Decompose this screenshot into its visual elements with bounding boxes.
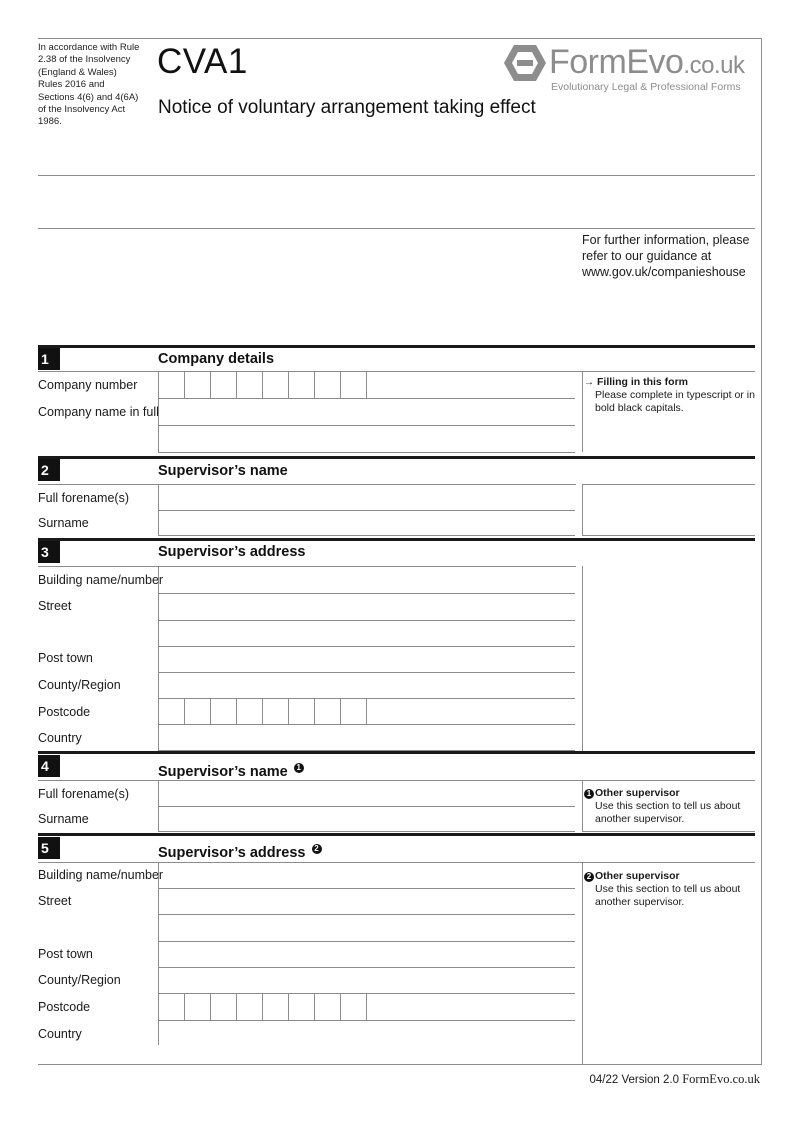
- company-name-label: Company name in full: [38, 405, 159, 419]
- section-1-number: 1: [38, 348, 60, 370]
- building-2-label: Building name/number: [38, 868, 164, 882]
- section-4-title-row: [158, 757, 305, 782]
- header-divider-2: [38, 228, 755, 229]
- footnote-1-icon: 1: [584, 789, 594, 799]
- post-town-2-label: Post town: [38, 947, 93, 961]
- logo-tagline: Evolutionary Legal & Professional Forms: [551, 81, 741, 93]
- logo-suffix: .co.uk: [683, 52, 745, 79]
- section-5-note-border: [582, 862, 583, 1064]
- country-field[interactable]: [158, 725, 575, 750]
- section-3-rule: [38, 538, 755, 541]
- county-field[interactable]: [158, 673, 575, 698]
- filling-in-body: Please complete in typescript or in bold black capitals.: [595, 389, 755, 414]
- county-label: County/Region: [38, 678, 121, 692]
- forenames-2-label: Full forename(s): [38, 787, 129, 801]
- forenames-label: Full forename(s): [38, 491, 129, 505]
- street-2-field-2[interactable]: [158, 915, 575, 941]
- top-border: [38, 38, 761, 39]
- logo-main: FormEvo: [549, 43, 684, 81]
- county-2-label: County/Region: [38, 973, 121, 987]
- other-supervisor-heading-row-2: [584, 870, 756, 883]
- other-supervisor-body-1: Use this section to tell us about another supervisor.: [595, 800, 741, 825]
- company-name-field-2[interactable]: [158, 426, 575, 452]
- other-supervisor-heading-row-1: [584, 787, 756, 800]
- footer-brand: FormEvo.co.uk: [682, 1072, 760, 1086]
- other-supervisor-body-2: Use this section to tell us about another supervisor.: [595, 883, 741, 908]
- hexagon-logo-icon: [503, 43, 547, 87]
- forenames-2-field[interactable]: [158, 781, 575, 806]
- surname-field[interactable]: [158, 511, 575, 535]
- section-2-note-border: [582, 484, 583, 535]
- street-field[interactable]: [158, 594, 575, 620]
- arrow-right-icon: →: [584, 377, 594, 388]
- bottom-border: [38, 1064, 761, 1065]
- building-label: Building name/number: [38, 573, 164, 587]
- section-3-number: 3: [38, 541, 60, 563]
- country-label: Country: [38, 731, 82, 745]
- filling-in-note: [584, 376, 756, 415]
- postcode-2-label: Postcode: [38, 1000, 91, 1014]
- other-supervisor-note-2: [584, 870, 756, 909]
- filling-in-heading: Filling in this form: [597, 376, 688, 388]
- logo-wordmark: [549, 42, 744, 86]
- further-info: For further information, please refer to our guidance at www.gov.uk/companieshouse: [582, 233, 750, 279]
- company-name-line-2: [158, 452, 575, 453]
- section-1-header-line: [38, 371, 755, 372]
- surname-2-label: Surname: [38, 812, 89, 826]
- forenames-field[interactable]: [158, 485, 575, 510]
- section-4-marker: [294, 762, 305, 772]
- section-2-rule: [38, 456, 755, 459]
- section-5-marker: [312, 843, 323, 853]
- section-5-number: 5: [38, 837, 60, 859]
- form-code: CVA1: [157, 42, 248, 81]
- section-5-title-row: [158, 838, 323, 863]
- building-2-field[interactable]: [158, 863, 575, 888]
- street-2-field[interactable]: [158, 889, 575, 914]
- formevo-logo: [503, 40, 759, 100]
- post-town-label: Post town: [38, 651, 93, 665]
- other-supervisor-note-1: [584, 787, 756, 826]
- post-town-2-field[interactable]: [158, 942, 575, 967]
- county-2-field[interactable]: [158, 968, 575, 993]
- footer: [590, 1072, 761, 1087]
- postcode-label: Postcode: [38, 705, 91, 719]
- header-divider-1: [38, 175, 755, 176]
- form-title: Notice of voluntary arrangement taking effect: [158, 97, 536, 118]
- section-2-number: 2: [38, 459, 60, 481]
- company-name-field[interactable]: [158, 399, 575, 425]
- legal-reference: In accordance with Rule 2.38 of the Insolvency (England & Wales) Rules 2016 and Sections 4(6) and 4(6A) of the Insolvency Act 1986.: [38, 42, 140, 128]
- footnote-2-icon: 2: [312, 844, 322, 854]
- surname-line: [158, 535, 575, 536]
- filling-in-heading-row: [584, 376, 756, 389]
- section-2-note-bottom: [582, 535, 755, 536]
- section-4-note-border: [582, 780, 583, 831]
- section-4-number: 4: [38, 755, 60, 777]
- section-1-note-border: [582, 372, 583, 452]
- section-4-rule: [38, 751, 755, 754]
- post-town-field[interactable]: [158, 647, 575, 672]
- section-3-title: Supervisor’s address: [158, 544, 306, 560]
- other-supervisor-heading-2: Other supervisor: [595, 870, 680, 882]
- company-number-field[interactable]: [158, 372, 366, 398]
- footer-version: 04/22 Version 2.0: [589, 1074, 680, 1086]
- footnote-1-icon: 1: [294, 763, 304, 773]
- footnote-2-icon: 2: [584, 872, 594, 882]
- building-field[interactable]: [158, 567, 575, 593]
- surname-2-line: [158, 831, 575, 832]
- section-2-note-top: [582, 484, 755, 485]
- section-2-title: Supervisor’s name: [158, 463, 288, 479]
- street-label: Street: [38, 599, 72, 613]
- section-4-note-bottom: [582, 831, 755, 832]
- section-1-title: Company details: [158, 351, 275, 367]
- surname-2-field[interactable]: [158, 807, 575, 831]
- country-2-label: Country: [38, 1027, 82, 1041]
- other-supervisor-heading-1: Other supervisor: [595, 787, 680, 799]
- section-5-rule: [38, 833, 755, 836]
- section-5-title: Supervisor’s address: [158, 845, 306, 861]
- postcode-2-field[interactable]: [158, 994, 366, 1020]
- section-4-title: Supervisor’s name: [158, 764, 288, 780]
- company-number-label: Company number: [38, 378, 138, 392]
- country-2-field[interactable]: [158, 1021, 575, 1045]
- surname-label: Surname: [38, 516, 89, 530]
- section-1-rule: [38, 345, 755, 348]
- street-2-label: Street: [38, 894, 72, 908]
- street-field-2[interactable]: [158, 621, 575, 646]
- postcode-field[interactable]: [158, 699, 366, 724]
- section-3-note-border: [582, 566, 583, 751]
- right-border: [761, 38, 762, 1065]
